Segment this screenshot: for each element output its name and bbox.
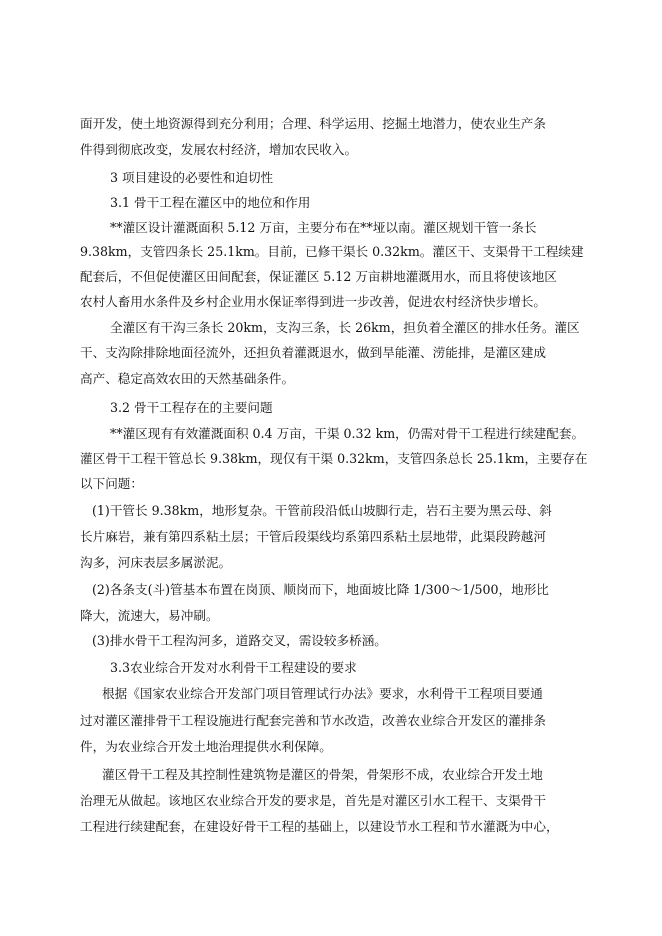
body-text-line: 件，为农业综合开发土地治理提供水利保障。 — [80, 739, 332, 754]
list-item-line: 降大，流速大，易冲刷。 — [80, 608, 219, 623]
body-text-line: 配套后，不但促使灌区田间配套，保证灌区 5.12 万亩耕地灌溉用水，而且将使该地区 — [80, 269, 557, 284]
body-text-line: 治理无从做起。该地区农业综合开发的要求是，首先是对灌区引水工程干、支渠骨干 — [80, 793, 546, 808]
body-text-line: 干、支沟除排除地面径流外，还担负着灌溉退水，做到旱能灌、涝能排，是灌区建成 — [80, 345, 546, 360]
body-text-line: 全灌区有干沟三条长 20km，支沟三条，长 26km，担负着全灌区的排水任务。灌区 — [110, 320, 580, 335]
list-item-line: (1)干管长 9.38km，地形复杂。干管前段沿低山坡脚行走，岩石主要为黑云母、斜 — [92, 503, 552, 518]
body-text-line: 灌区骨干工程及其控制性建筑物是灌区的骨架，骨架形不成，农业综合开发土地 — [102, 767, 543, 782]
subsection-heading: 3.2 骨干工程存在的主要问题 — [110, 400, 273, 415]
body-text-line: 农村人畜用水条件及乡村企业用水保证率得到进一步改善，促进农村经济快步增长。 — [80, 294, 546, 309]
body-text-line: 以下问题： — [80, 476, 143, 491]
list-item-line: 沟多，河床表层多属淤泥。 — [80, 555, 232, 570]
body-text-line: **灌区设计灌溉面积 5.12 万亩，主要分布在**垭以南。灌区规划干管一条长 — [110, 220, 537, 235]
section-heading: 3 项目建设的必要性和迫切性 — [110, 170, 274, 185]
subsection-heading: 3.3农业综合开发对水利骨干工程建设的要求 — [110, 660, 357, 675]
body-text-line: 9.38km，支管四条长 25.1km。目前，已修干渠长 0.32km。灌区干、支渠骨干工程续建 — [80, 244, 584, 259]
body-text-line: 高产、稳定高效农田的天然基础条件。 — [80, 371, 295, 386]
list-item-line: 长片麻岩，兼有第四系粘土层；干管后段渠线均系第四系粘土层地带，此渠段跨越河 — [80, 529, 546, 544]
list-item-line: (3)排水骨干工程沟河多，道路交叉，需设较多桥涵。 — [92, 633, 387, 648]
subsection-heading: 3.1 骨干工程在灌区中的地位和作用 — [110, 195, 311, 210]
body-text-line: 面开发，使土地资源得到充分利用；合理、科学运用、挖掘土地潜力，使农业生产条 — [80, 116, 546, 131]
body-text-line: 件得到彻底改变，发展农村经济，增加农民收入。 — [80, 142, 358, 157]
body-text-line: **灌区现有有效灌溉面积 0.4 万亩，干渠 0.32 km，仍需对骨干工程进行续建配套。 — [110, 426, 585, 441]
list-item-line: (2)各条支(斗)管基本布置在岗顶、顺岗而下，地面坡比降 1/300～1/500，地形比 — [92, 582, 549, 597]
body-text-line: 灌区骨干工程干管总长 9.38km，现仅有干渠 0.32km，支管四条总长 25.1km，主要存在 — [80, 451, 588, 466]
body-text-line: 根据《国家农业综合开发部门项目管理试行办法》要求，水利骨干工程项目要通 — [102, 686, 543, 701]
body-text-line: 过对灌区灌排骨干工程设施进行配套完善和节水改造，改善农业综合开发区的灌排条 — [80, 713, 546, 728]
body-text-line: 工程进行续建配套，在建设好骨干工程的基础上，以建设节水工程和节水灌溉为中心， — [80, 819, 559, 834]
